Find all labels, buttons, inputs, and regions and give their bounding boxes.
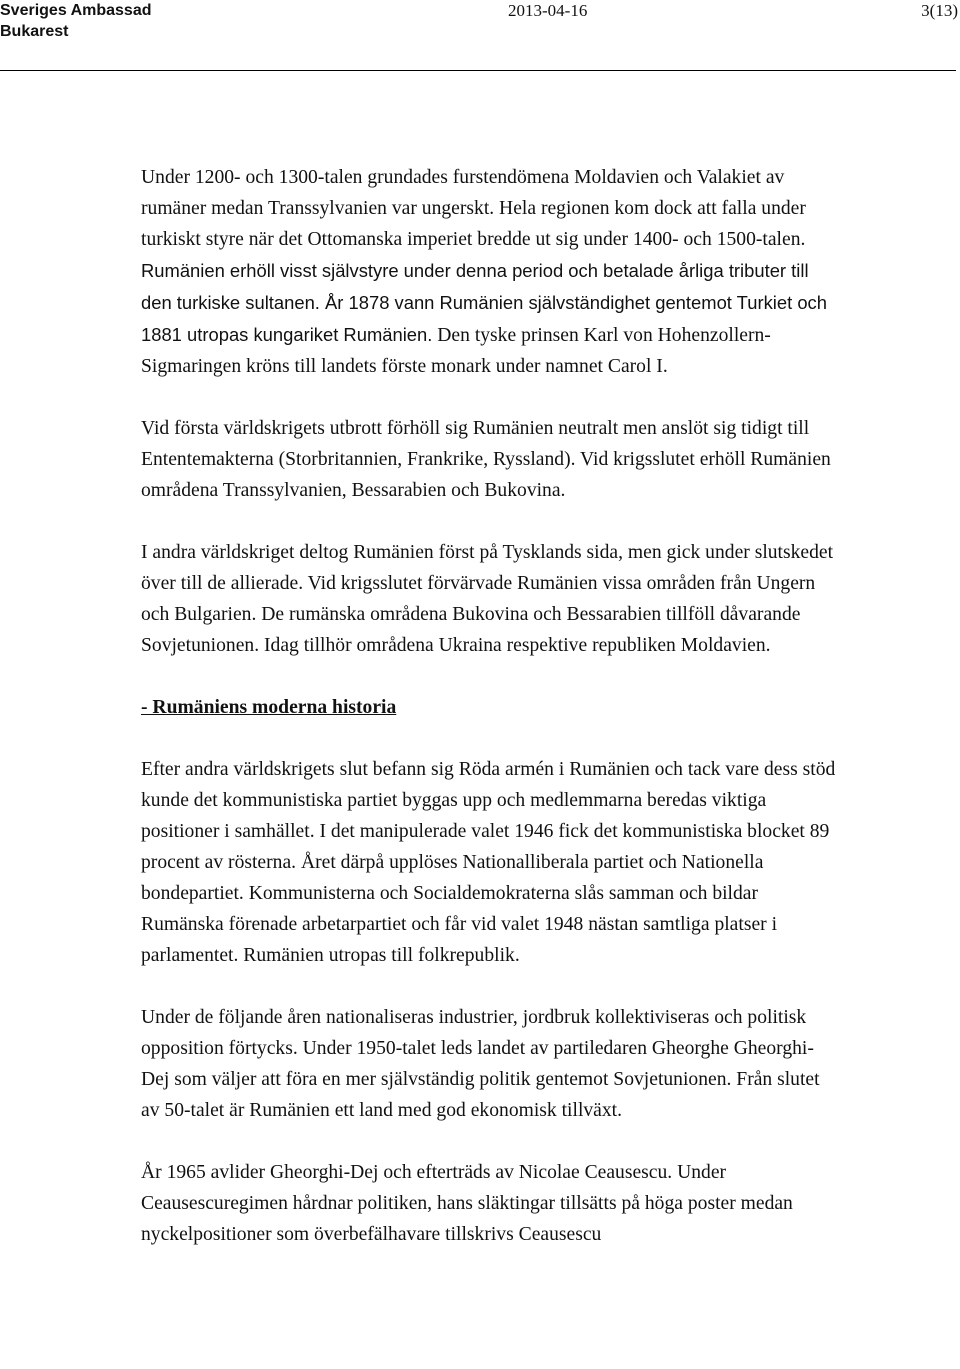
- paragraph-nationalisation: Under de följande åren nationaliseras industrier, jordbruk kollektiviseras och politisk opposition förtycks. Under 1950-talet leds landet av partiledaren Gheorghe Gheorghi-Dej som väljer att föra en mer självständig politik gentemot Sovjetunionen. Från slutet av 50-talet är Rumänien ett land med god ekonomisk tillväxt.: [141, 1007, 820, 1121]
- paragraph-medieval-history: [141, 162, 841, 382]
- paragraph-medieval-history-part-2: Rumänien erhöll visst självstyre under denna period och betalade årliga tributer till den turkiske sultanen. År 1878 vann Rumänien självständighet gentemot Turkiet och 1881 utropas kungariket Rumänien.: [141, 260, 827, 345]
- header-divider: [0, 70, 956, 71]
- page-header: [0, 0, 960, 74]
- page-number: 3(13): [921, 1, 958, 20]
- paragraph-medieval-history-part-3: Den tyske prinsen Karl von Hohenzollern-Sigmaringen kröns till landets förste monark under namnet Carol I.: [141, 325, 771, 377]
- embassy-name: [0, 0, 151, 42]
- paragraph-second-world-war: I andra världskriget deltog Rumänien först på Tysklands sida, men gick under slutskedet över till de allierade. Vid krigsslutet förvärvade Rumänien vissa områden från Ungern och Bulgarien. De rumänska områdena Bukovina och Bessarabien tillföll dåvarande Sovjetunionen. Idag tillhör områdena Ukraina respektive republiken Moldavien.: [141, 542, 834, 656]
- embassy-line-1: Sveriges Ambassad: [0, 2, 152, 19]
- paragraph-medieval-history-part-1: Under 1200- och 1300-talen grundades furstendömena Moldavien och Valakiet av rumäner medan Transsylvanien var ungerskt. Hela regionen kom dock att falla under turkiskt styre när det Ottomanska imperiet bredde ut sig under 1400- och 1500-talen.: [141, 167, 806, 250]
- paragraph-first-world-war: Vid första världskrigets utbrott förhöll sig Rumänien neutralt men anslöt sig tidigt till Ententemakterna (Storbritannien, Frankrike, Ryssland). Vid krigsslutet erhöll Rumänien områdena Transsylvanien, Bessarabien och Bukovina.: [141, 418, 831, 501]
- section-heading-modern-history: [141, 692, 841, 723]
- document-date: 2013-04-16: [508, 1, 588, 20]
- embassy-line-2: Bukarest: [0, 23, 69, 40]
- paragraph-postwar-communism: Efter andra världskrigets slut befann sig Röda armén i Rumänien och tack vare dess stöd kunde det kommunistiska partiet byggas upp och medlemmarna beredas viktiga positioner i samhället. I det manipulerade valet 1946 fick det kommunistiska blocket 89 procent av rösterna. Året därpå upplöses Nationalliberala partiet och Nationella bondepartiet. Kommunisterna och Socialdemokraterna slås samman och bildar Rumänska förenade arbetarpartiet och får vid valet 1948 nästan samtliga platser i parlamentet. Rumänien utropas till folkrepublik.: [141, 759, 836, 966]
- paragraph-ceausescu: År 1965 avlider Gheorghi-Dej och efterträds av Nicolae Ceausescu. Under Ceausescuregimen hårdnar politiken, hans släktingar tillsätts på höga poster medan nyckelpositioner som överbefälhavare tillskrivs Ceausescu: [141, 1162, 793, 1245]
- document-body: [141, 162, 841, 1281]
- section-heading-text: - Rumäniens moderna historia: [141, 697, 397, 718]
